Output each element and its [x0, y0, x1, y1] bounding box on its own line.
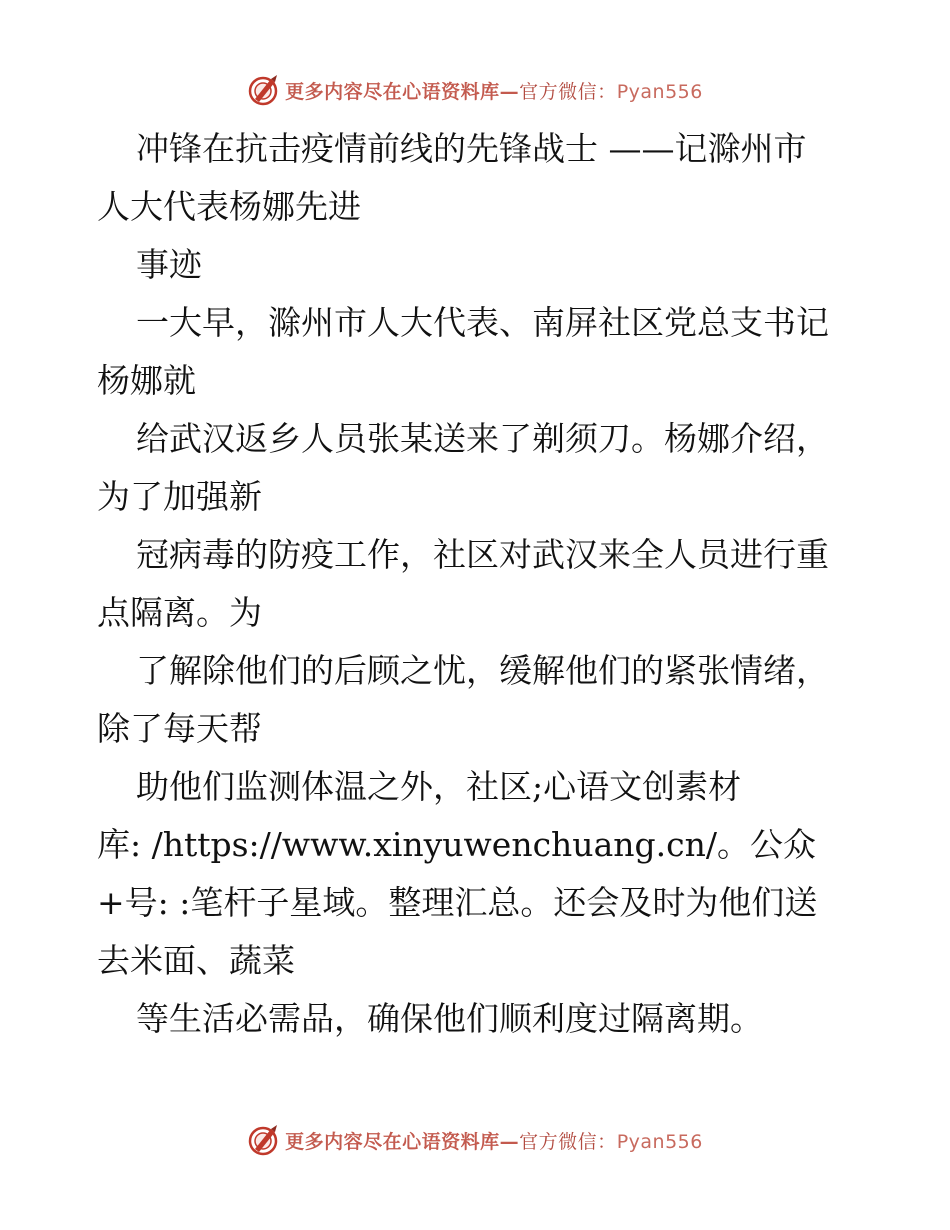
- text-line: 给武汉返乡人员张某送来了剃须刀。杨娜介绍，: [136, 419, 829, 458]
- text-line: 为了加强新: [97, 477, 262, 516]
- text-line: 冲锋在抗击疫情前线的先锋战士 ——记滁州市: [136, 129, 807, 168]
- text-line: 库: /https://www.xinyuwenchuang.cn/。公众: [97, 825, 816, 864]
- footer-banner-text: 更多内容尽在心语资料库—官方微信：Pyan556: [285, 1130, 703, 1153]
- pen-logo-icon: [247, 1123, 281, 1157]
- footer-banner: [0, 1120, 950, 1160]
- text-line: 一大早，滁州市人大代表、南屏社区党总支书记: [136, 303, 829, 342]
- pen-logo-icon: [247, 73, 281, 107]
- text-line: 事迹: [136, 245, 202, 284]
- document-body: [97, 120, 857, 1048]
- text-line: +号: :笔杆子星域。整理汇总。还会及时为他们送: [97, 883, 818, 922]
- text-line: 了解除他们的后顾之忧，缓解他们的紧张情绪，: [136, 651, 829, 690]
- text-line: 除了每天帮: [97, 709, 262, 748]
- text-line: 点隔离。为: [97, 593, 262, 632]
- text-line: 去米面、蔬菜: [97, 941, 295, 980]
- header-banner-text: 更多内容尽在心语资料库—官方微信：Pyan556: [285, 80, 703, 103]
- text-line: 人大代表杨娜先进: [97, 187, 361, 226]
- text-line: 助他们监测体温之外，社区;心语文创素材: [136, 767, 742, 806]
- text-line: 冠病毒的防疫工作，社区对武汉来全人员进行重: [136, 535, 829, 574]
- text-line: 等生活必需品，确保他们顺利度过隔离期。: [136, 999, 763, 1038]
- text-line: 杨娜就: [97, 361, 196, 400]
- header-banner: [0, 70, 950, 110]
